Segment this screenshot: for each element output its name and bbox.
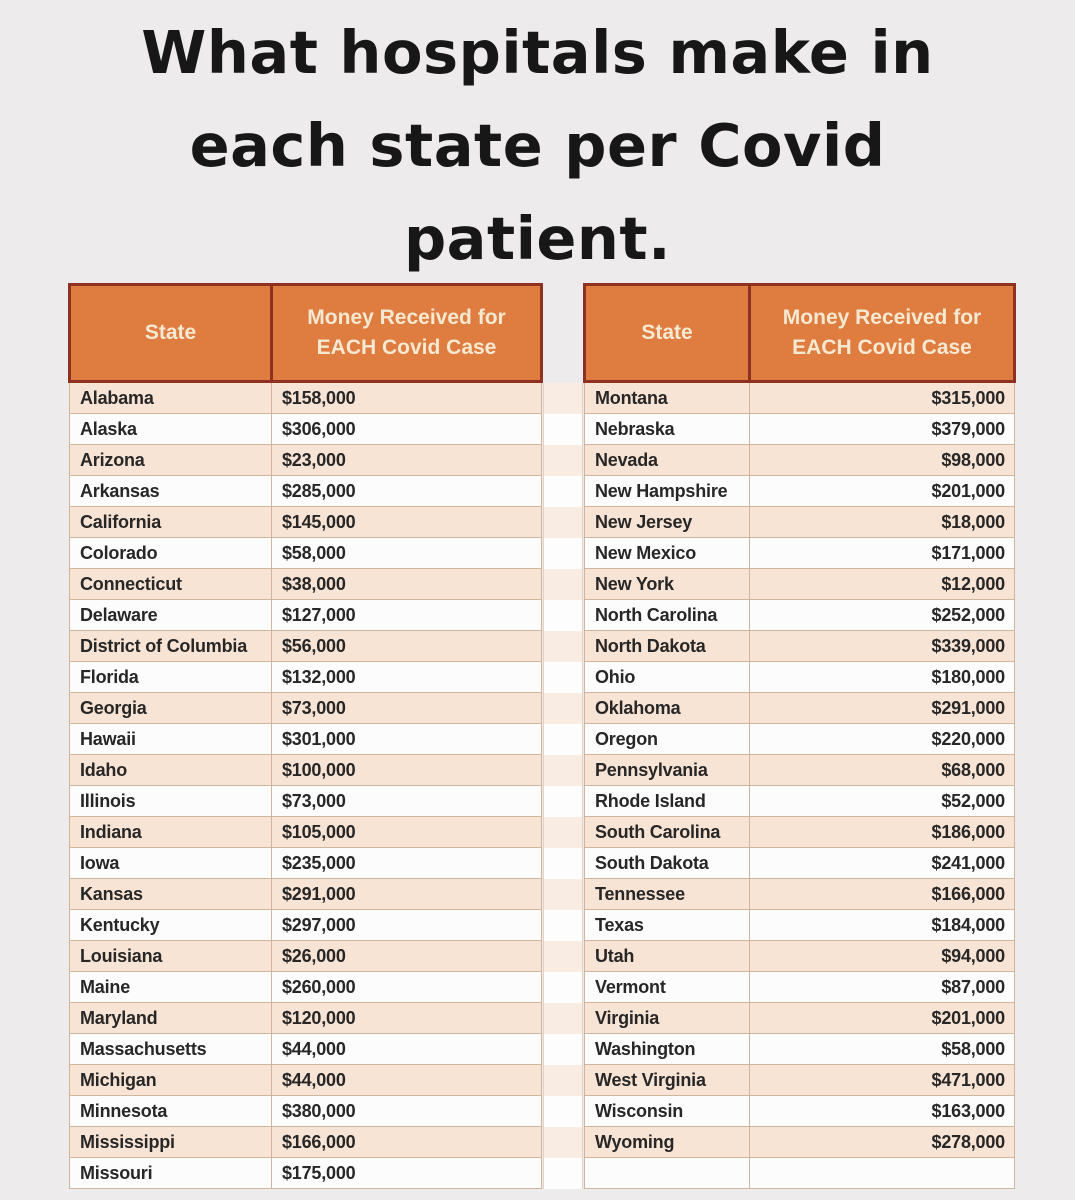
state-cell: Maine [70, 972, 272, 1003]
value-cell: $158,000 [272, 382, 542, 414]
state-cell: South Carolina [585, 817, 750, 848]
state-cell: Rhode Island [585, 786, 750, 817]
state-cell: Louisiana [70, 941, 272, 972]
value-cell: $163,000 [750, 1096, 1015, 1127]
header-row [585, 285, 1015, 382]
table-row [585, 662, 1015, 693]
table-row [585, 600, 1015, 631]
table-row [70, 879, 542, 910]
state-cell: Wyoming [585, 1127, 750, 1158]
state-cell: Iowa [70, 848, 272, 879]
table-row [585, 569, 1015, 600]
table-row [585, 1003, 1015, 1034]
value-cell: $87,000 [750, 972, 1015, 1003]
table-row [585, 817, 1015, 848]
table-row [70, 445, 542, 476]
table-row [70, 817, 542, 848]
value-cell: $220,000 [750, 724, 1015, 755]
state-cell: Missouri [70, 1158, 272, 1189]
value-cell: $58,000 [272, 538, 542, 569]
title-line-2: each state per Covid [189, 111, 886, 180]
table-row [585, 786, 1015, 817]
table-row [70, 724, 542, 755]
table-row [585, 445, 1015, 476]
state-cell [585, 1158, 750, 1189]
state-cell: Idaho [70, 755, 272, 786]
table-row [585, 1127, 1015, 1158]
state-cell: Nebraska [585, 414, 750, 445]
value-cell: $278,000 [750, 1127, 1015, 1158]
table-row [585, 414, 1015, 445]
table-row [70, 569, 542, 600]
table-states-a-to-m [68, 283, 543, 1189]
state-cell: New York [585, 569, 750, 600]
state-cell: Maryland [70, 1003, 272, 1034]
state-cell: North Carolina [585, 600, 750, 631]
value-cell: $23,000 [272, 445, 542, 476]
state-cell: Arkansas [70, 476, 272, 507]
state-cell: Michigan [70, 1065, 272, 1096]
state-cell: Vermont [585, 972, 750, 1003]
table-row [585, 755, 1015, 786]
value-cell: $175,000 [272, 1158, 542, 1189]
column-header-money: Money Received for EACH Covid Case [750, 285, 1015, 382]
state-cell: North Dakota [585, 631, 750, 662]
value-cell: $132,000 [272, 662, 542, 693]
table-row [585, 693, 1015, 724]
table-row [70, 848, 542, 879]
table-row [585, 476, 1015, 507]
table-row [70, 414, 542, 445]
state-cell: Connecticut [70, 569, 272, 600]
value-cell: $18,000 [750, 507, 1015, 538]
value-cell: $180,000 [750, 662, 1015, 693]
state-cell: District of Columbia [70, 631, 272, 662]
state-cell: Wisconsin [585, 1096, 750, 1127]
table-gap-column [543, 383, 583, 1189]
table-row [70, 476, 542, 507]
table-row [585, 879, 1015, 910]
value-cell: $285,000 [272, 476, 542, 507]
table-row [585, 507, 1015, 538]
value-cell: $241,000 [750, 848, 1015, 879]
value-cell: $235,000 [272, 848, 542, 879]
table-row [585, 1096, 1015, 1127]
state-cell: Kentucky [70, 910, 272, 941]
state-cell: Virginia [585, 1003, 750, 1034]
table-row [585, 538, 1015, 569]
state-cell: Georgia [70, 693, 272, 724]
value-cell: $201,000 [750, 476, 1015, 507]
table-row [70, 972, 542, 1003]
value-cell: $120,000 [272, 1003, 542, 1034]
state-cell: South Dakota [585, 848, 750, 879]
state-cell: Oklahoma [585, 693, 750, 724]
state-cell: Oregon [585, 724, 750, 755]
value-cell: $380,000 [272, 1096, 542, 1127]
value-cell: $260,000 [272, 972, 542, 1003]
table-row [585, 910, 1015, 941]
state-cell: Arizona [70, 445, 272, 476]
state-cell: Nevada [585, 445, 750, 476]
state-cell: Colorado [70, 538, 272, 569]
state-cell: Indiana [70, 817, 272, 848]
value-cell: $297,000 [272, 910, 542, 941]
state-cell: Kansas [70, 879, 272, 910]
table-row [585, 724, 1015, 755]
state-cell: Illinois [70, 786, 272, 817]
header-row [70, 285, 542, 382]
state-cell: Hawaii [70, 724, 272, 755]
value-cell: $339,000 [750, 631, 1015, 662]
table-row [70, 631, 542, 662]
value-cell: $379,000 [750, 414, 1015, 445]
state-cell: California [70, 507, 272, 538]
table-row [585, 631, 1015, 662]
table-row [70, 1127, 542, 1158]
state-cell: Massachusetts [70, 1034, 272, 1065]
state-cell: West Virginia [585, 1065, 750, 1096]
table-row [70, 1158, 542, 1189]
value-cell: $73,000 [272, 693, 542, 724]
table-row [70, 941, 542, 972]
value-cell: $291,000 [272, 879, 542, 910]
value-cell: $100,000 [272, 755, 542, 786]
value-cell: $98,000 [750, 445, 1015, 476]
state-cell: New Jersey [585, 507, 750, 538]
table-row [585, 382, 1015, 414]
state-cell: Texas [585, 910, 750, 941]
value-cell: $306,000 [272, 414, 542, 445]
state-cell: Minnesota [70, 1096, 272, 1127]
table-row [70, 1034, 542, 1065]
state-cell: Florida [70, 662, 272, 693]
table-row [70, 910, 542, 941]
table-row [585, 1158, 1015, 1189]
column-header-state: State [585, 285, 750, 382]
value-cell: $145,000 [272, 507, 542, 538]
column-header-money: Money Received for EACH Covid Case [272, 285, 542, 382]
table-row [70, 538, 542, 569]
value-cell: $186,000 [750, 817, 1015, 848]
state-cell: Washington [585, 1034, 750, 1065]
table-states-m-to-w [583, 283, 1016, 1189]
state-cell: Tennessee [585, 879, 750, 910]
value-cell: $315,000 [750, 382, 1015, 414]
table-row [70, 382, 542, 414]
title-line-1: What hospitals make in [141, 18, 934, 87]
value-cell: $56,000 [272, 631, 542, 662]
table-row [585, 1034, 1015, 1065]
state-cell: New Mexico [585, 538, 750, 569]
table-row [585, 941, 1015, 972]
tables-container [68, 283, 1075, 1189]
value-cell: $105,000 [272, 817, 542, 848]
value-cell: $166,000 [272, 1127, 542, 1158]
state-cell: Montana [585, 382, 750, 414]
value-cell: $127,000 [272, 600, 542, 631]
state-cell: New Hampshire [585, 476, 750, 507]
table-row [585, 972, 1015, 1003]
table-row [585, 848, 1015, 879]
value-cell: $44,000 [272, 1034, 542, 1065]
value-cell: $301,000 [272, 724, 542, 755]
value-cell: $44,000 [272, 1065, 542, 1096]
page-title [0, 0, 1075, 283]
table-row [70, 693, 542, 724]
value-cell: $58,000 [750, 1034, 1015, 1065]
value-cell [750, 1158, 1015, 1189]
table-row [70, 507, 542, 538]
state-cell: Utah [585, 941, 750, 972]
table-row [70, 600, 542, 631]
value-cell: $291,000 [750, 693, 1015, 724]
value-cell: $38,000 [272, 569, 542, 600]
table-row [70, 1003, 542, 1034]
state-cell: Delaware [70, 600, 272, 631]
title-line-3: patient. [403, 204, 672, 273]
state-cell: Alaska [70, 414, 272, 445]
value-cell: $68,000 [750, 755, 1015, 786]
table-row [585, 1065, 1015, 1096]
state-cell: Ohio [585, 662, 750, 693]
table-row [70, 786, 542, 817]
column-header-state: State [70, 285, 272, 382]
value-cell: $73,000 [272, 786, 542, 817]
state-cell: Alabama [70, 382, 272, 414]
table-row [70, 662, 542, 693]
value-cell: $471,000 [750, 1065, 1015, 1096]
value-cell: $171,000 [750, 538, 1015, 569]
state-cell: Pennsylvania [585, 755, 750, 786]
value-cell: $12,000 [750, 569, 1015, 600]
value-cell: $166,000 [750, 879, 1015, 910]
value-cell: $26,000 [272, 941, 542, 972]
state-cell: Mississippi [70, 1127, 272, 1158]
table-row [70, 1096, 542, 1127]
table-row [70, 1065, 542, 1096]
value-cell: $94,000 [750, 941, 1015, 972]
value-cell: $201,000 [750, 1003, 1015, 1034]
value-cell: $184,000 [750, 910, 1015, 941]
value-cell: $252,000 [750, 600, 1015, 631]
table-row [70, 755, 542, 786]
value-cell: $52,000 [750, 786, 1015, 817]
